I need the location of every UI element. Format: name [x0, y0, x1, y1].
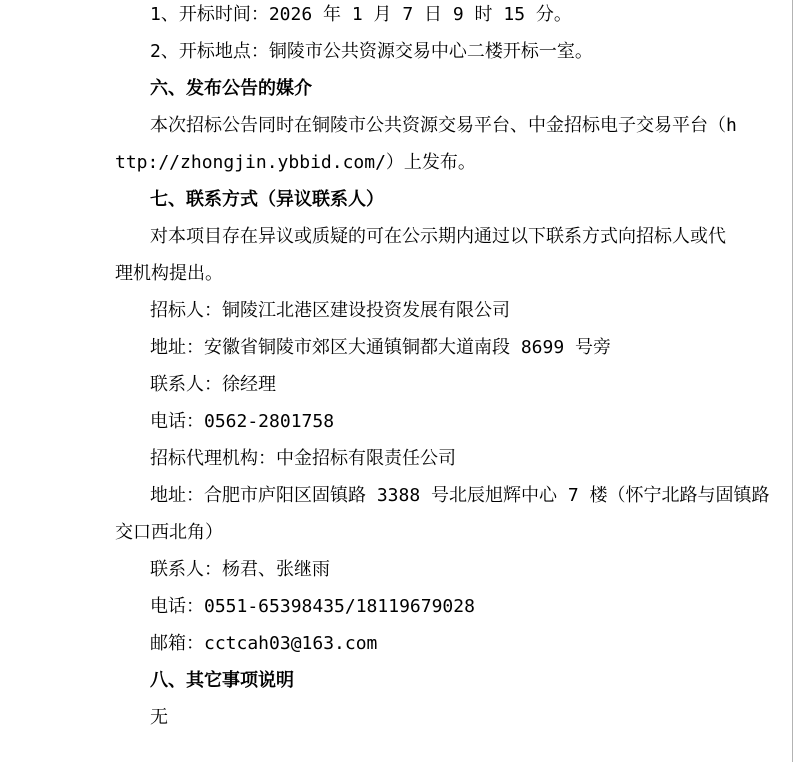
- line-agency-address-wrap: 交口西北角）: [115, 522, 223, 543]
- line-agency-email: 邮箱：cctcah03@163.com: [150, 633, 378, 654]
- line-tenderer-address: 地址：安徽省铜陵市郊区大通镇铜都大道南段 8699 号旁: [150, 337, 612, 358]
- line-agency-phone: 电话：0551-65398435/18119679028: [150, 596, 475, 617]
- line-tenderer-phone: 电话：0562-2801758: [150, 411, 335, 432]
- page-right-edge-line: [792, 0, 793, 762]
- line-objection-notice-wrap: 理机构提出。: [115, 263, 223, 284]
- line-bid-opening-time: 1、开标时间：2026 年 1 月 7 日 9 时 15 分。: [150, 4, 572, 25]
- heading-section-six-announcement-media: 六、发布公告的媒介: [150, 78, 312, 99]
- line-agency-name: 招标代理机构：中金招标有限责任公司: [150, 448, 456, 469]
- line-announcement-platforms: 本次招标公告同时在铜陵市公共资源交易平台、中金招标电子交易平台（h: [150, 115, 737, 136]
- line-tenderer-contact-person: 联系人：徐经理: [150, 374, 276, 395]
- heading-section-seven-contact-info: 七、联系方式（异议联系人）: [150, 189, 384, 210]
- line-agency-contact-persons: 联系人：杨君、张继雨: [150, 559, 330, 580]
- line-other-notes-content: 无: [150, 707, 168, 728]
- line-bid-opening-place: 2、开标地点：铜陵市公共资源交易中心二楼开标一室。: [150, 41, 593, 62]
- line-objection-notice: 对本项目存在异议或质疑的可在公示期内通过以下联系方式向招标人或代: [150, 226, 726, 247]
- heading-section-eight-other-notes: 八、其它事项说明: [150, 670, 294, 691]
- line-announcement-url-wrap: ttp://zhongjin.ybbid.com/）上发布。: [115, 152, 476, 173]
- line-agency-address: 地址：合肥市庐阳区固镇路 3388 号北辰旭辉中心 7 楼（怀宁北路与固镇路: [150, 485, 770, 506]
- line-tenderer-name: 招标人：铜陵江北港区建设投资发展有限公司: [150, 300, 510, 321]
